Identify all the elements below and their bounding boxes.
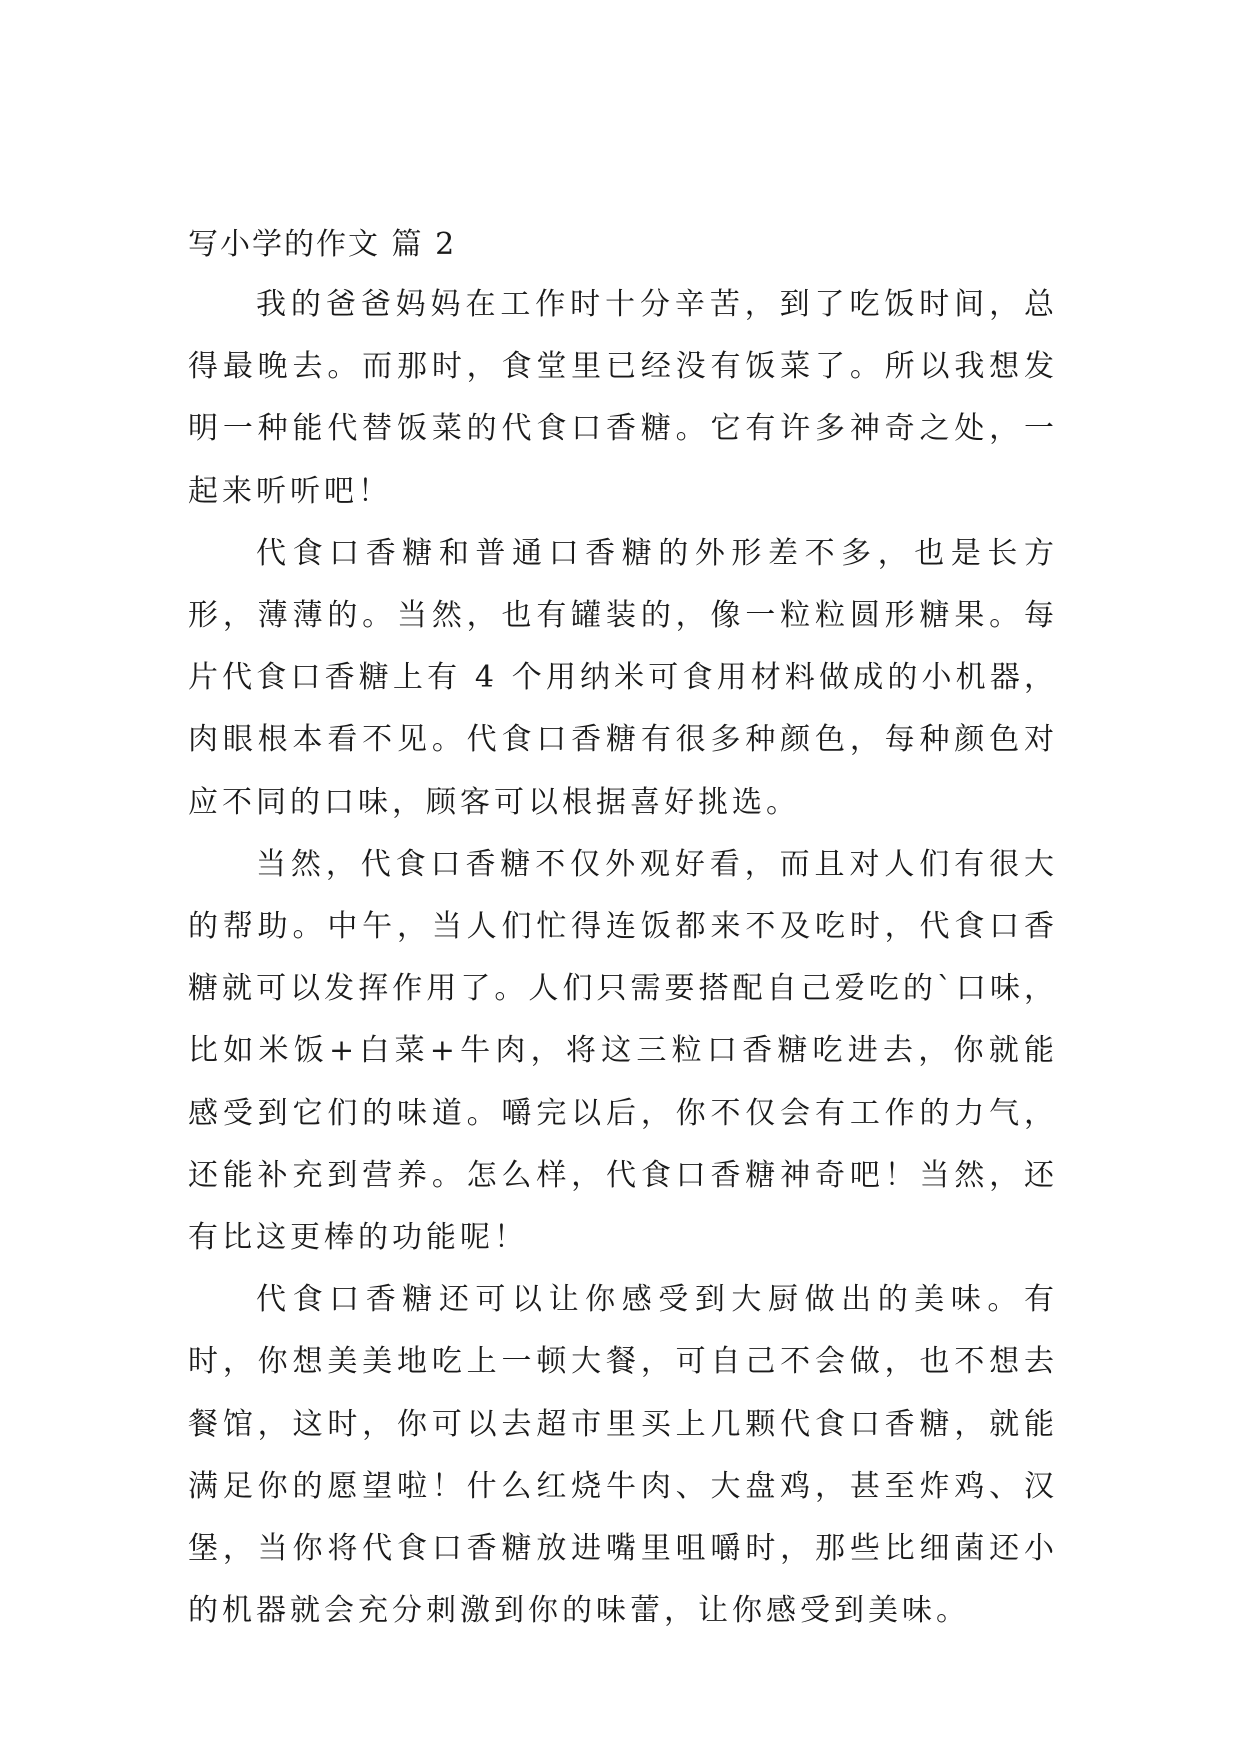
paragraph-3: 当然，代食口香糖不仅外观好看，而且对人们有很大的帮助。中午，当人们忙得连饭都来不及吃时，代食口香糖就可以发挥作用了。人们只需要搭配自己爱吃的`口味，比如米饭+白菜+牛肉，将这三粒口香糖吃进去，你就能感受到它们的味道。嚼完以后，你不仅会有工作的力气，还能补充到营养。怎么样，代食口香糖神奇吧！当然，还有比这更棒的功能呢！ bbox=[188, 846, 1058, 1256]
document-title: 写小学的作文 篇 2 bbox=[188, 227, 457, 262]
paragraph-2: 代食口香糖和普通口香糖的外形差不多，也是长方形，薄薄的。当然，也有罐装的，像一粒粒圆形糖果。每片代食口香糖上有 4 个用纳米可食用材料做成的小机器，肉眼根本看不见。代食口香糖有很多种颜色，每种颜色对应不同的口味，顾客可以根据喜好挑选。 bbox=[188, 535, 1058, 820]
paragraph-4: 代食口香糖还可以让你感受到大厨做出的美味。有时，你想美美地吃上一顿大餐，可自己不会做，也不想去餐馆，这时，你可以去超市里买上几颗代食口香糖，就能满足你的愿望啦！什么红烧牛肉、大盘鸡，甚至炸鸡、汉堡，当你将代食口香糖放进嘴里咀嚼时，那些比细菌还小的机器就会充分刺激到你的味蕾，让你感受到美味。 bbox=[188, 1282, 1058, 1629]
document-body bbox=[188, 274, 1058, 1642]
paragraph-1: 我的爸爸妈妈在工作时十分辛苦，到了吃饭时间，总得最晚去。而那时，食堂里已经没有饭菜了。所以我想发明一种能代替饭菜的代食口香糖。它有许多神奇之处，一起来听听吧！ bbox=[188, 287, 1058, 509]
